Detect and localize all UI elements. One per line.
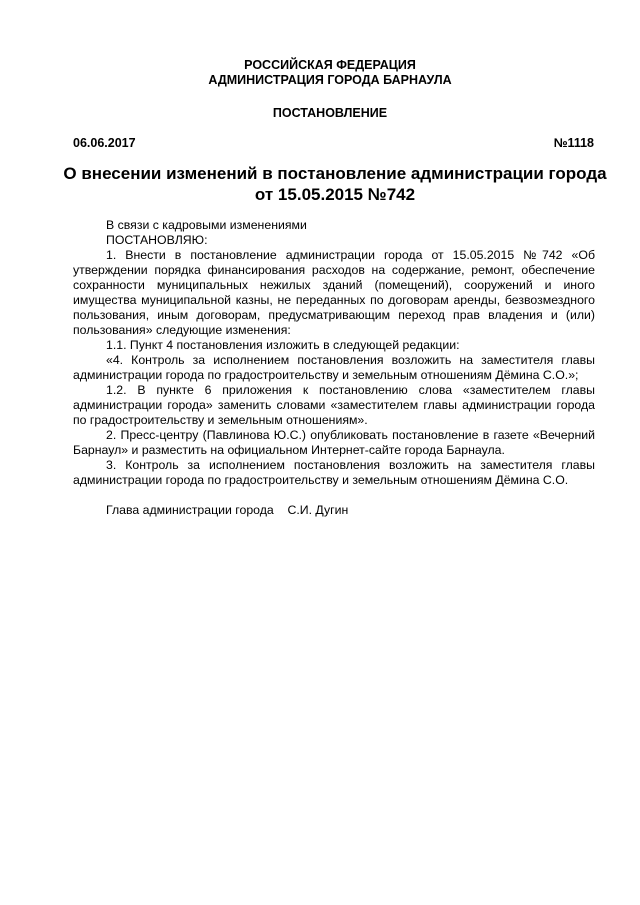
paragraph-1-1: 1.1. Пункт 4 постановления изложить в следующей редакции: (106, 338, 460, 352)
paragraph-2: 2. Пресс-центру (Павлинова Ю.С.) опубликовать постановление в газете «Вечерний Барнаул» и разместить на официальном Интернет-сайте города Барнаула. (73, 428, 595, 457)
paragraph-1-1-text: «4. Контроль за исполнением постановления возложить на заместителя главы администрации города по градостроительству и земельным отношениям Дёмина С.О.»; (73, 353, 595, 382)
paragraph-1: 1. Внести в постановление администрации города от 15.05.2015 №742 «Об утверждении порядка финансирования расходов на содержание, ремонт, обеспечение сохранности муниципальных нежилых зданий (помещений), сооружений и иного имущества муниципальной казны, не переданных по договорам аренды, безвозмездного пользования, иным договорам, предусматривающим переход прав владения и (или) пользования» следующие изменения: (73, 248, 595, 337)
signature-position: Глава администрации города (106, 503, 274, 517)
preamble: В связи с кадровыми изменениями (106, 218, 307, 232)
document-date: 06.06.2017 (73, 136, 136, 150)
document-title: О внесении изменений в постановление администрации города от 15.05.2015 №742 (63, 164, 607, 204)
signature-block (106, 503, 348, 518)
header-country: РОССИЙСКАЯ ФЕДЕРАЦИЯ (244, 58, 416, 72)
document-number: №1118 (553, 136, 594, 150)
header-administration: АДМИНИСТРАЦИЯ ГОРОДА БАРНАУЛА (208, 73, 452, 87)
document-type: ПОСТАНОВЛЕНИЕ (272, 106, 388, 120)
paragraph-1-2: 1.2. В пункте 6 приложения к постановлению слова «заместителем главы администрации города» заменить словами «заместителем главы администрации города по градостроительству и земельным отношениям». (73, 383, 595, 427)
resolve-line: ПОСТАНОВЛЯЮ: (106, 233, 208, 247)
paragraph-3: 3. Контроль за исполнением постановления возложить на заместителя главы администрации города по градостроительству и земельным отношениям Дёмина С.О. (73, 458, 595, 487)
signature-name: С.И. Дугин (287, 503, 349, 517)
document-body (73, 218, 595, 488)
